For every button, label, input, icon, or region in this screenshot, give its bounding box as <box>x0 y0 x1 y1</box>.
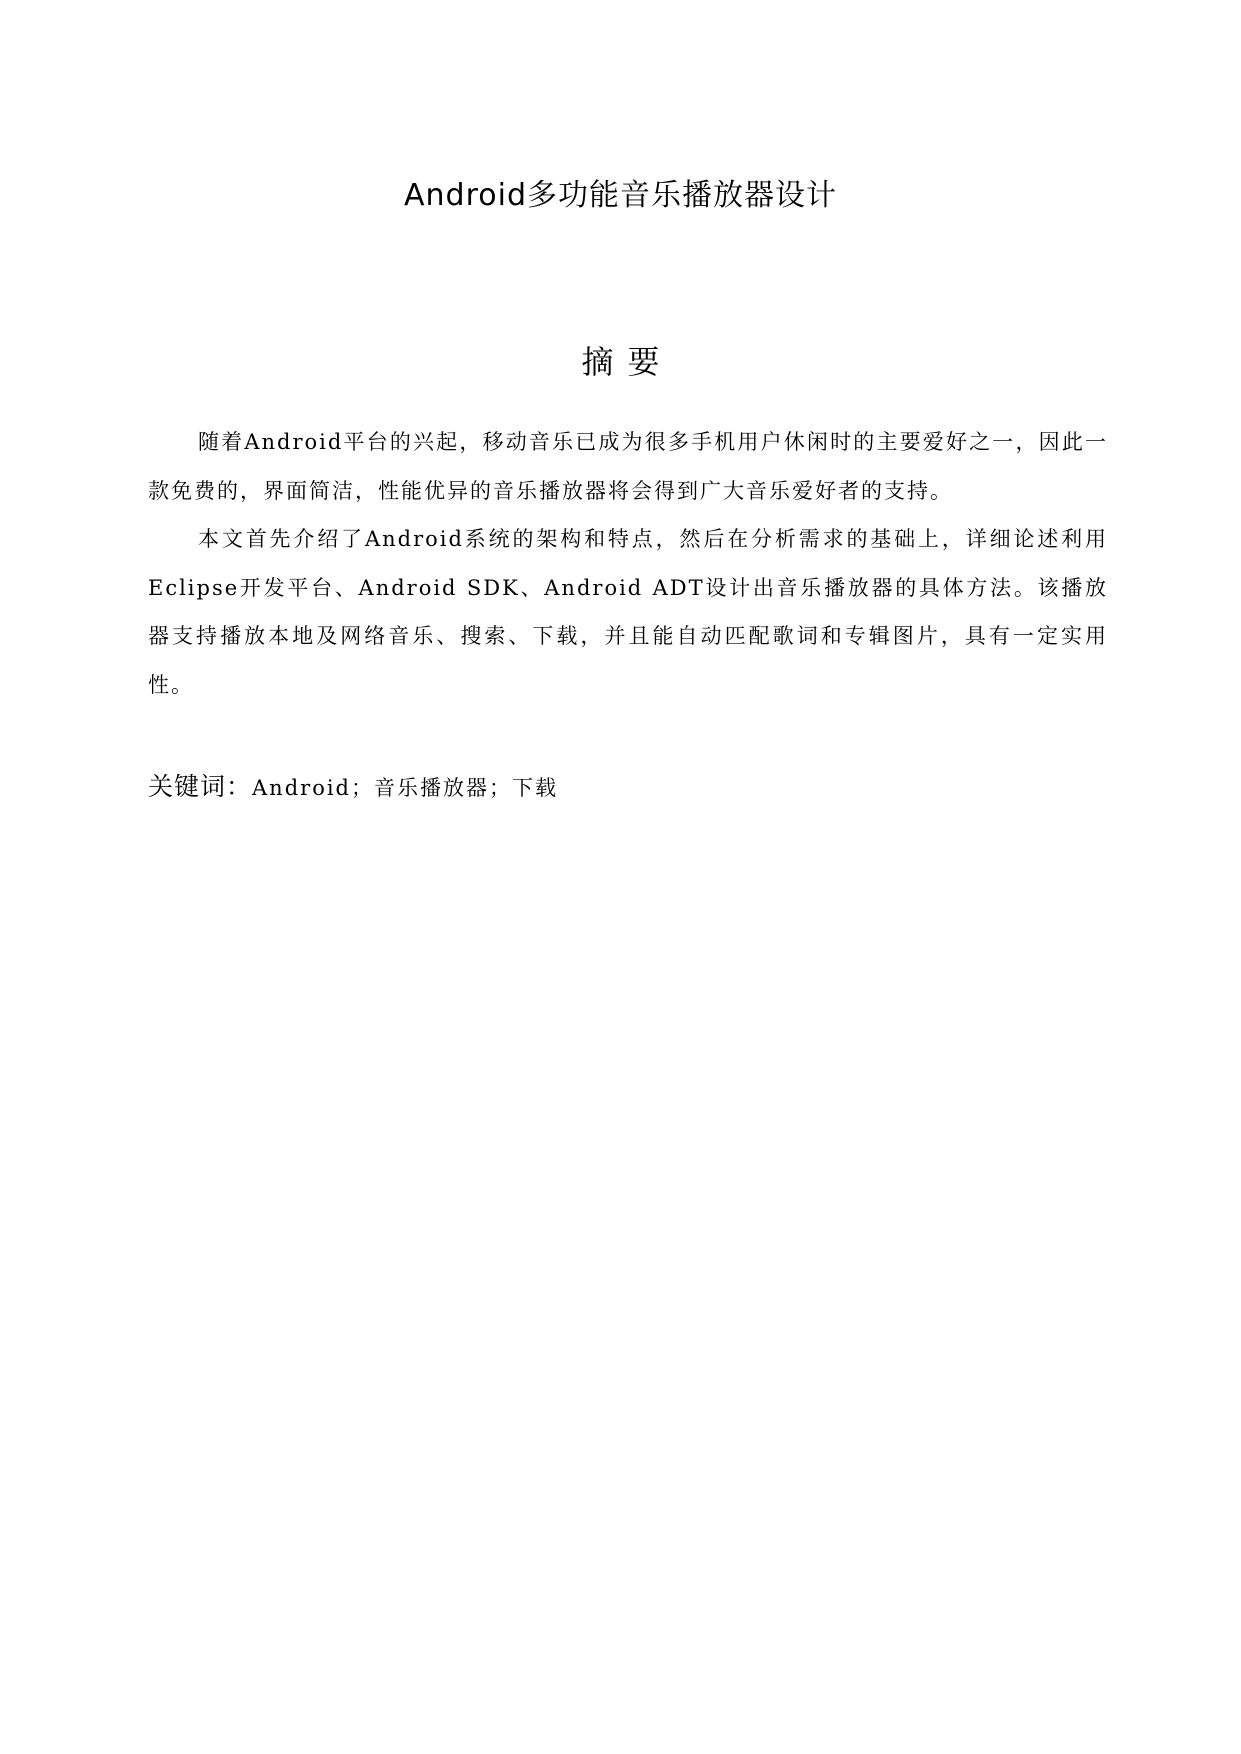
abstract-paragraph-1: 随着Android平台的兴起，移动音乐已成为很多手机用户休闲时的主要爱好之一，因此一款免费的，界面简洁，性能优异的音乐播放器将会得到广大音乐爱好者的支持。 <box>148 430 1108 503</box>
paper-title: Android多功能音乐播放器设计 <box>404 178 837 213</box>
keywords-list: Android；音乐播放器；下载 <box>252 776 558 800</box>
keywords-line <box>148 767 1108 810</box>
abstract-paragraph-2: 本文首先介绍了Android系统的架构和特点，然后在分析需求的基础上，详细论述利用Eclipse开发平台、Android SDK、Android ADT设计出音乐播放器的具体方法。该播放器支持播放本地及网络音乐、搜索、下载，并且能自动匹配歌词和专辑图片，具有一定实用性。 <box>148 527 1108 697</box>
keywords-label: 关键词： <box>148 772 253 801</box>
abstract-heading: 摘要 <box>581 343 674 381</box>
abstract-body <box>148 418 1108 709</box>
